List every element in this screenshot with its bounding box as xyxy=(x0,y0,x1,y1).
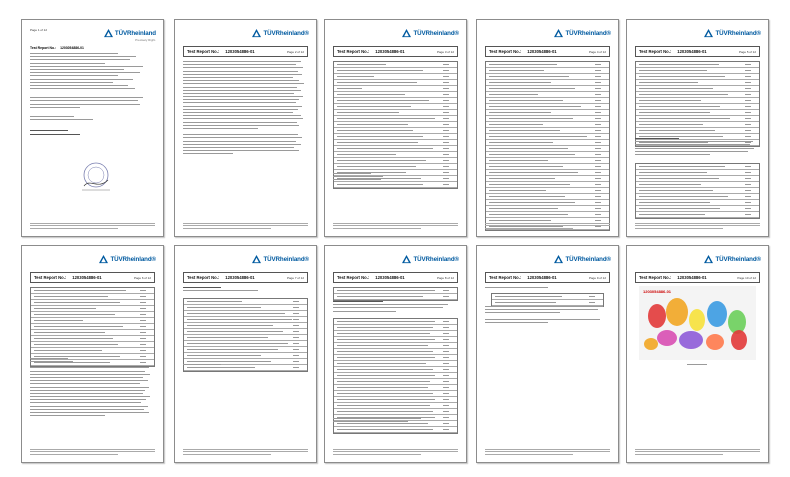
balloon xyxy=(648,304,666,328)
logo-text: TÜVRheinland® xyxy=(565,30,611,37)
report-label: Test Report No.: xyxy=(489,275,522,280)
report-label: Test Report No.: xyxy=(34,275,67,280)
materials-table xyxy=(333,287,458,301)
report-label: Test Report No.: xyxy=(337,275,370,280)
tuv-logo xyxy=(402,29,459,38)
page-label: Page 6 of 12 xyxy=(133,275,151,280)
report-label: Test Report No.: xyxy=(337,49,370,54)
requirements-table xyxy=(30,287,155,367)
tuv-triangle-icon xyxy=(252,255,261,264)
tuv-triangle-icon xyxy=(704,255,713,264)
labelling-table xyxy=(635,163,760,219)
report-header xyxy=(485,46,610,57)
report-page-3[interactable] xyxy=(324,19,467,237)
logo-text: TÜVRheinland® xyxy=(565,256,611,263)
tuv-triangle-icon xyxy=(402,29,411,38)
tuv-triangle-icon xyxy=(554,29,563,38)
product-photo xyxy=(639,286,756,360)
report-number: 1203054886-01 xyxy=(225,275,255,280)
tuv-triangle-icon xyxy=(402,255,411,264)
report-number: 1203054886-01 xyxy=(677,49,707,54)
balloon xyxy=(657,330,677,346)
tuv-triangle-icon xyxy=(104,29,113,38)
logo-text: TÜVRheinland® xyxy=(263,30,309,37)
tuv-logo xyxy=(554,255,611,264)
page-label: Page 5 of 12 xyxy=(738,49,756,54)
tuv-logo xyxy=(252,255,309,264)
report-number: 1203054886-01 xyxy=(72,275,102,280)
report-label: Test Report No.: xyxy=(187,275,220,280)
requirements-table xyxy=(183,298,308,372)
migration-table xyxy=(333,318,458,434)
report-page-7[interactable] xyxy=(174,245,317,463)
logo-text: TÜVRheinland xyxy=(114,30,156,37)
page-label: Page 3 of 12 xyxy=(436,49,454,54)
tuv-triangle-icon xyxy=(554,255,563,264)
logo-text: TÜVRheinland® xyxy=(263,256,309,263)
report-page-10[interactable] xyxy=(626,245,769,463)
results-table xyxy=(333,61,458,189)
signature-stamp-icon xyxy=(78,160,114,194)
tuv-logo xyxy=(99,255,156,264)
report-header xyxy=(183,272,308,283)
page-label: Page 10 of 12 xyxy=(737,275,756,280)
report-header xyxy=(485,272,610,283)
report-number: 1203054886-01 xyxy=(225,49,255,54)
tuv-logo xyxy=(554,29,611,38)
tuv-triangle-icon xyxy=(252,29,261,38)
logo-text: TÜVRheinland® xyxy=(715,256,761,263)
report-header xyxy=(635,46,760,57)
tuv-triangle-icon xyxy=(704,29,713,38)
report-number: 1203054886-01 xyxy=(527,275,557,280)
report-page-6[interactable] xyxy=(21,245,164,463)
report-label: Test Report No.: xyxy=(639,49,672,54)
page-label: Page 1 of 12 xyxy=(30,28,48,32)
report-header xyxy=(333,272,458,283)
report-page-1[interactable] xyxy=(21,19,164,237)
material-list-table xyxy=(491,293,604,307)
tuv-logo xyxy=(104,29,156,38)
report-page-4[interactable] xyxy=(476,19,619,237)
balloon xyxy=(679,331,703,349)
report-page-2[interactable] xyxy=(174,19,317,237)
page-label: Page 2 of 12 xyxy=(286,49,304,54)
logo-subtext: Precisely Right. xyxy=(135,38,156,42)
report-header xyxy=(333,46,458,57)
page-label: Page 9 of 12 xyxy=(588,275,606,280)
logo-text: TÜVRheinland® xyxy=(413,30,459,37)
page-label: Page 4 of 12 xyxy=(588,49,606,54)
report-page-8[interactable] xyxy=(324,245,467,463)
report-number: 1203054886-01 xyxy=(677,275,707,280)
balloon xyxy=(666,298,688,326)
report-header xyxy=(30,272,155,283)
report-number: 1203054886-01 xyxy=(60,46,84,50)
tuv-logo xyxy=(402,255,459,264)
report-label: Test Report No.: xyxy=(30,46,57,50)
balloon-photo-icon xyxy=(639,286,756,360)
requirements-table xyxy=(635,61,760,147)
photo-label: 1203054886-01 xyxy=(643,289,672,294)
tuv-logo xyxy=(704,29,761,38)
balloon xyxy=(731,330,747,350)
page-label: Page 7 of 12 xyxy=(286,275,304,280)
logo-text: TÜVRheinland® xyxy=(413,256,459,263)
page-label: Page 8 of 12 xyxy=(436,275,454,280)
report-page-5[interactable] xyxy=(626,19,769,237)
requirements-table xyxy=(485,61,610,231)
report-header xyxy=(183,46,308,57)
report-page-9[interactable] xyxy=(476,245,619,463)
tuv-triangle-icon xyxy=(99,255,108,264)
report-label: Test Report No.: xyxy=(489,49,522,54)
balloon xyxy=(706,334,724,350)
tuv-logo xyxy=(252,29,309,38)
balloon xyxy=(644,338,658,350)
report-label: Test Report No.: xyxy=(187,49,220,54)
report-number: 1203054886-01 xyxy=(527,49,557,54)
balloon xyxy=(689,309,705,331)
balloon xyxy=(707,301,727,327)
report-number: 1203054886-01 xyxy=(375,49,405,54)
report-label: Test Report No.: xyxy=(639,275,672,280)
logo-text: TÜVRheinland® xyxy=(110,256,156,263)
report-number: 1203054886-01 xyxy=(375,275,405,280)
report-header xyxy=(635,272,760,283)
logo-text: TÜVRheinland® xyxy=(715,30,761,37)
tuv-logo xyxy=(704,255,761,264)
